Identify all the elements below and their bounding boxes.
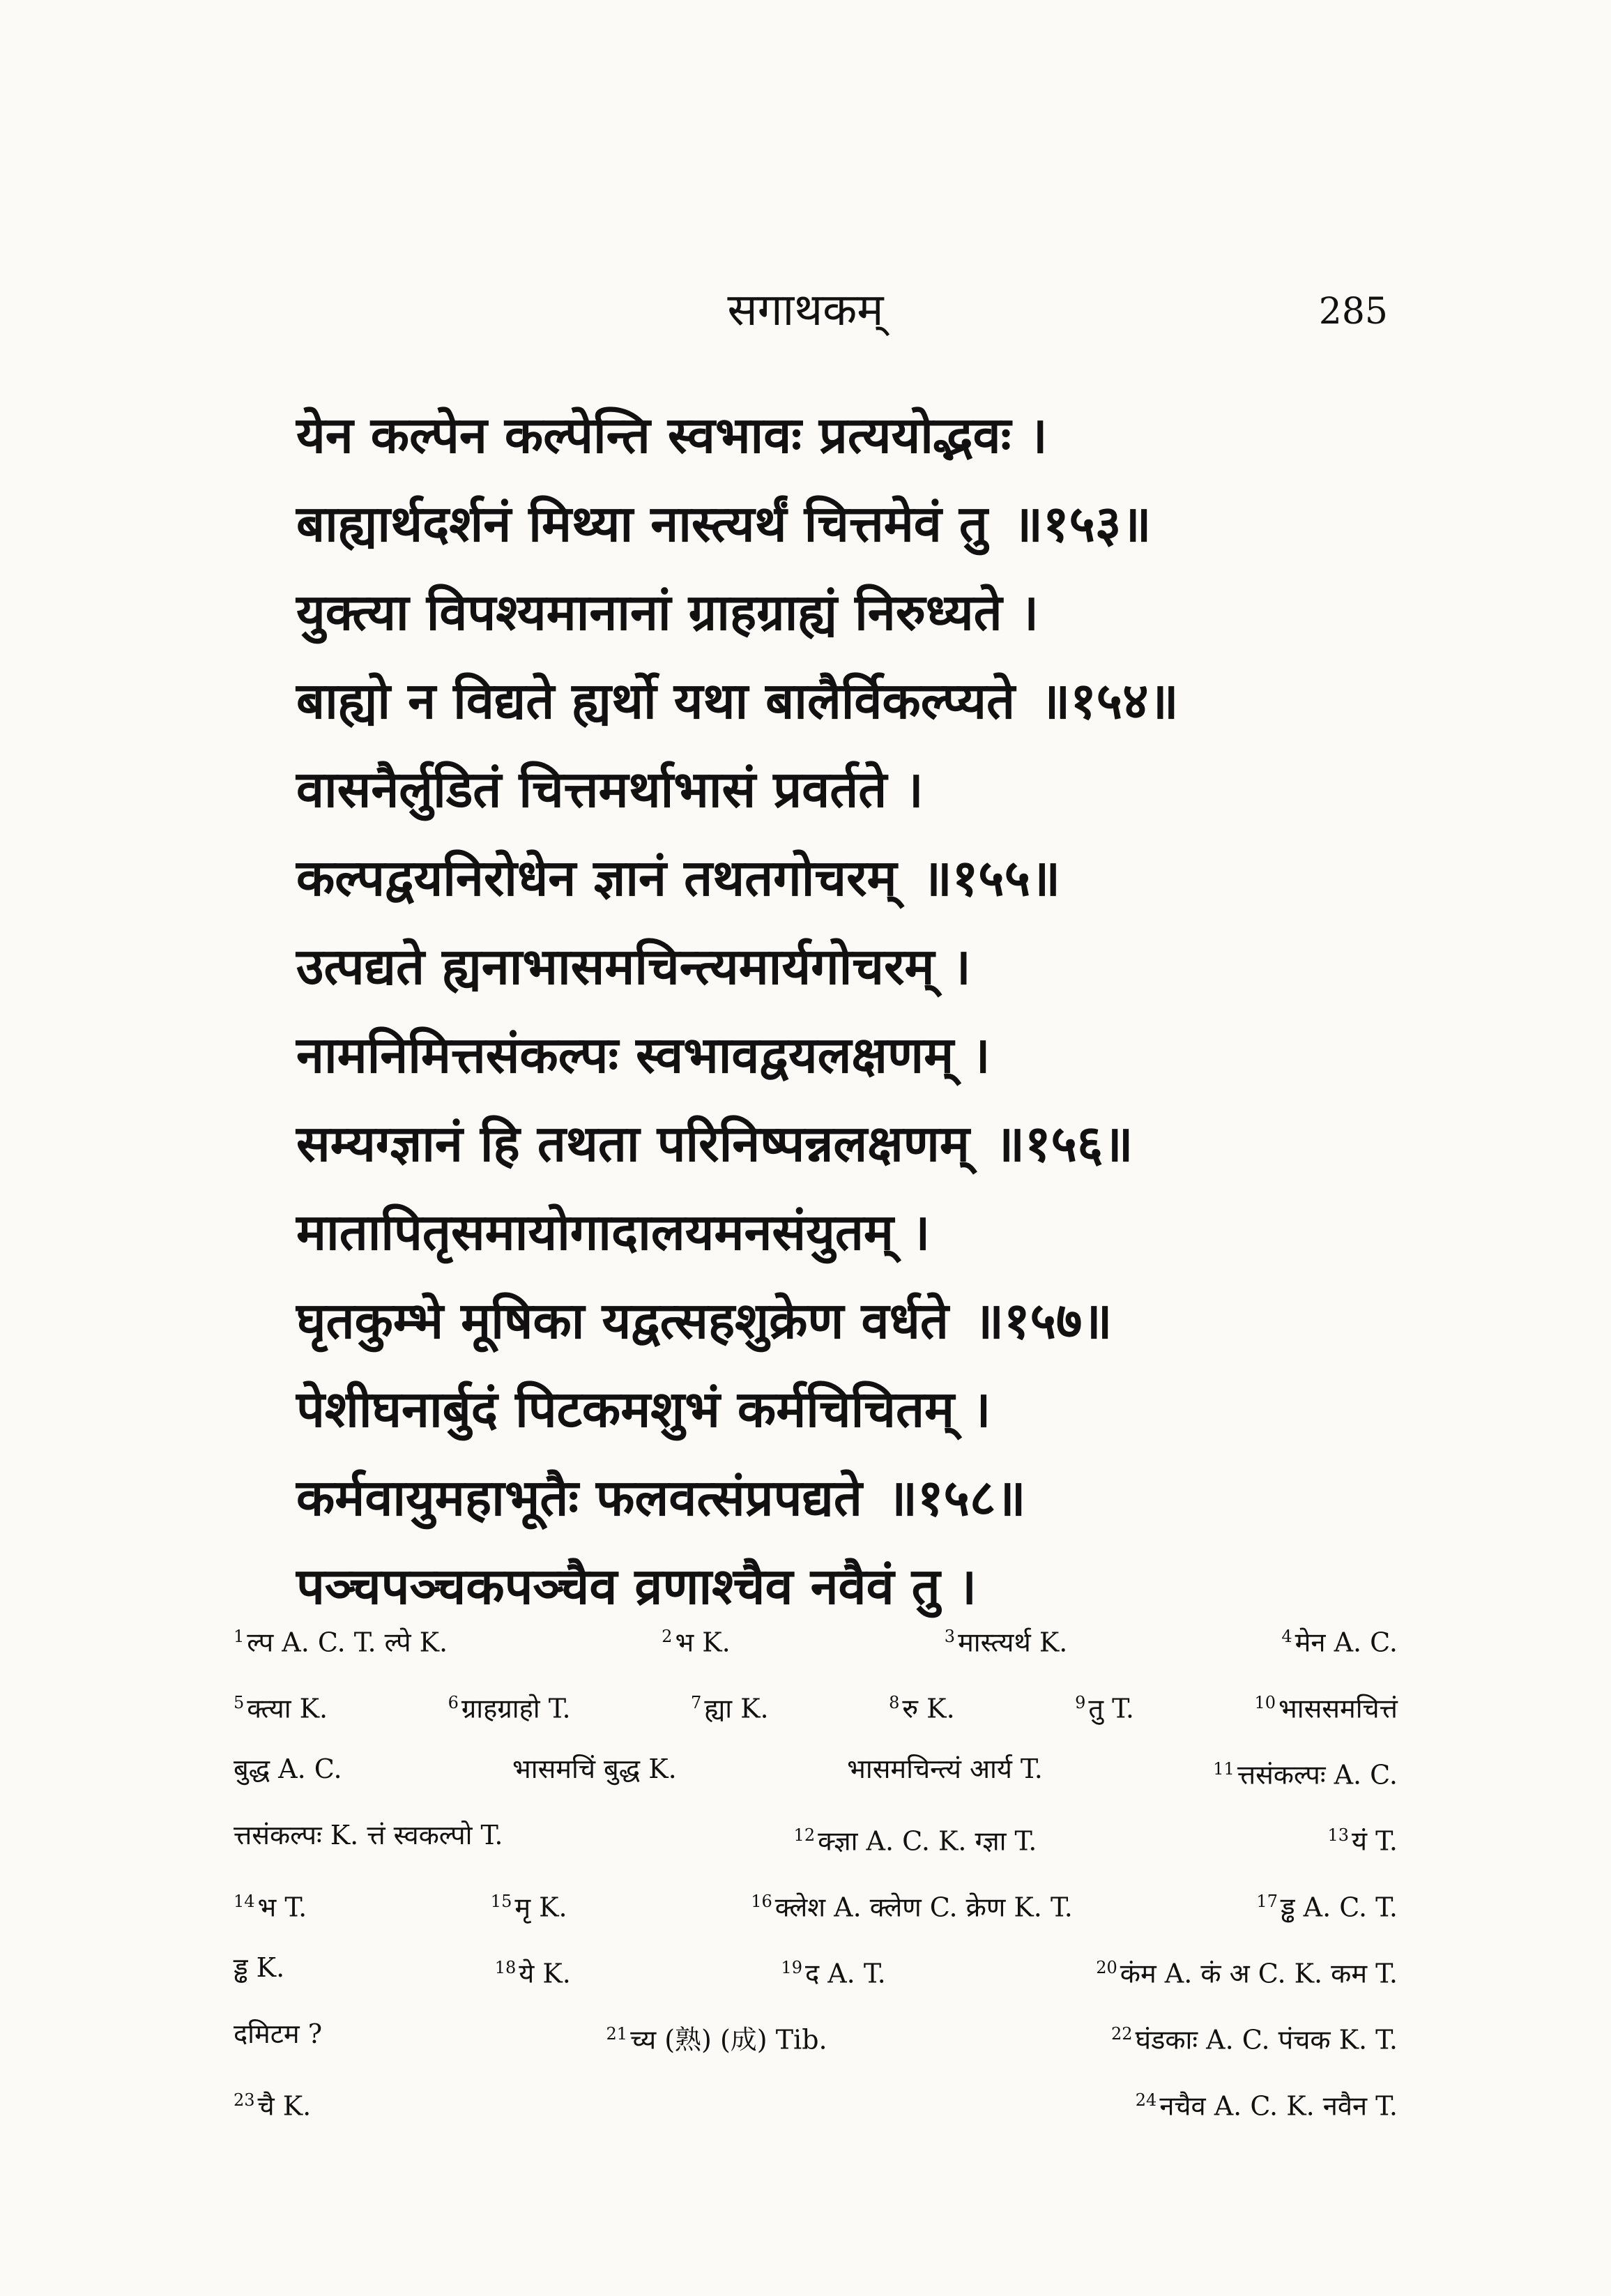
footnote-text: नचैव A. C. K. नवैन T. bbox=[1159, 2090, 1398, 2122]
verse-number: ॥१५४॥ bbox=[1040, 671, 1179, 730]
footnote-marker: 4 bbox=[1281, 1627, 1292, 1646]
verse-line bbox=[296, 833, 1412, 922]
footnote-marker: 15 bbox=[490, 1892, 512, 1911]
footnote-item bbox=[448, 1670, 571, 1736]
footnote-marker: 7 bbox=[691, 1693, 702, 1712]
footnote-text: यं T. bbox=[1352, 1825, 1398, 1857]
verse-number: ॥१५८॥ bbox=[887, 1468, 1026, 1527]
page-header bbox=[0, 275, 1611, 359]
footnote-line bbox=[234, 1802, 1398, 1869]
footnote-text: मेन A. C. bbox=[1295, 1627, 1398, 1658]
footnote-text: क्ज्ञा A. C. K. ग्ज्ञा T. bbox=[818, 1825, 1037, 1857]
verse-number: ॥१५५॥ bbox=[922, 848, 1061, 907]
footnote-text: बुद्ध A. C. bbox=[234, 1754, 342, 1784]
footnote-item bbox=[691, 1670, 769, 1736]
footnote-marker: 5 bbox=[234, 1693, 245, 1712]
verse-text: मातापितृसमायोगादालयमनसंयुतम् । bbox=[296, 1202, 931, 1261]
verse-text: कल्पद्वयनिरोधेन ज्ञानं तथतगोचरम् bbox=[296, 848, 897, 907]
footnote-item bbox=[1075, 1670, 1134, 1736]
footnote-marker: 24 bbox=[1135, 2090, 1157, 2110]
verse-line bbox=[296, 1453, 1412, 1542]
verse-text: बाह्यो न विद्यते ह्यर्थो यथा बालैर्विकल्प्यते bbox=[296, 671, 1016, 730]
verse-text: नामनिमित्तसंकल्पः स्वभावद्वयलक्षणम् । bbox=[296, 1025, 991, 1084]
footnote-text: भ K. bbox=[675, 1627, 731, 1658]
footnote-text: भासमचिन्त्यं आर्य T. bbox=[847, 1754, 1043, 1784]
verse-number: ॥१५३॥ bbox=[1012, 494, 1152, 553]
footnote-item bbox=[945, 1604, 1068, 1670]
page-number: 285 bbox=[1318, 291, 1388, 333]
footnote-marker: 17 bbox=[1256, 1892, 1278, 1911]
verse-text: उत्पद्यते ह्यनाभासमचिन्त्यमार्यगोचरम् । bbox=[296, 936, 971, 996]
footnote-text: ग्राहग्राहो T. bbox=[461, 1693, 571, 1724]
footnote-marker: 3 bbox=[944, 1627, 956, 1646]
footnote-text: दमिटम ? bbox=[234, 2018, 323, 2049]
verse-line bbox=[296, 1187, 1412, 1276]
footnote-text: भासमचिं बुद्ध K. bbox=[512, 1754, 677, 1784]
footnote-marker: 2 bbox=[662, 1627, 673, 1646]
footnote-line bbox=[234, 1869, 1398, 1935]
running-title: सगाथकम् bbox=[727, 284, 884, 336]
footnote-line bbox=[234, 1935, 1398, 2001]
footnote-marker: 13 bbox=[1327, 1825, 1350, 1845]
footnote-text: मास्त्यर्थ K. bbox=[958, 1627, 1068, 1658]
footnote-item bbox=[606, 2001, 827, 2067]
footnote-marker: 19 bbox=[781, 1958, 802, 1977]
footnote-text: ल्प A. C. T. ल्पे K. bbox=[247, 1627, 448, 1658]
footnote-item bbox=[794, 1802, 1037, 1869]
footnote-item bbox=[234, 1935, 284, 2001]
footnote-marker: 9 bbox=[1075, 1693, 1086, 1712]
footnote-item bbox=[234, 2001, 322, 2067]
verse-line bbox=[296, 479, 1412, 568]
footnote-marker: 14 bbox=[234, 1892, 255, 1911]
verse-text: युक्त्या विपश्यमानानां ग्राहग्राह्यं निरुध्यते । bbox=[296, 582, 1039, 641]
verse-line bbox=[296, 1276, 1412, 1364]
footnote-marker: 10 bbox=[1254, 1693, 1276, 1712]
footnote-item bbox=[234, 1802, 503, 1869]
verse-line bbox=[296, 1364, 1412, 1453]
verse-text: घृतकुम्भे मूषिका यद्वत्सहशुक्रेण वर्धते bbox=[296, 1291, 949, 1350]
verse-line bbox=[296, 656, 1412, 745]
footnote-item bbox=[234, 1670, 328, 1736]
verse-line bbox=[296, 745, 1412, 833]
footnote-text: रु K. bbox=[902, 1693, 955, 1724]
verse-line bbox=[296, 1010, 1412, 1099]
footnote-text: तु T. bbox=[1088, 1693, 1135, 1724]
footnote-marker: 11 bbox=[1213, 1759, 1235, 1779]
footnotes bbox=[234, 1604, 1398, 2134]
footnote-text: ड्ढ A. C. T. bbox=[1280, 1892, 1398, 1923]
footnote-text: भाससमचित्तं bbox=[1278, 1693, 1398, 1724]
footnote-line bbox=[234, 1736, 1398, 1802]
footnote-item bbox=[889, 1670, 955, 1736]
footnote-text: ये K. bbox=[519, 1958, 571, 1989]
verse-text: बाह्यार्थदर्शनं मिथ्या नास्त्यर्थं चित्तमेवं तु bbox=[296, 494, 988, 553]
footnote-marker: 22 bbox=[1111, 2024, 1133, 2044]
footnote-line bbox=[234, 2001, 1398, 2067]
footnote-item bbox=[847, 1736, 1043, 1802]
footnote-line bbox=[234, 1604, 1398, 1670]
verse-text: सम्यग्ज्ञानं हि तथता परिनिष्पन्नलक्षणम् bbox=[296, 1113, 970, 1173]
footnote-item bbox=[1256, 1869, 1398, 1935]
footnote-item bbox=[234, 2067, 311, 2134]
verse-text: वासनैर्लुडितं चित्तमर्थाभासं प्रवर्तते । bbox=[296, 759, 924, 819]
footnote-item bbox=[1255, 1670, 1398, 1736]
footnote-marker: 21 bbox=[606, 2024, 628, 2044]
footnote-item bbox=[781, 1935, 885, 2001]
verse-block bbox=[296, 390, 1412, 1630]
footnote-line bbox=[234, 2067, 1398, 2134]
footnote-item bbox=[491, 1869, 567, 1935]
footnote-marker: 8 bbox=[889, 1693, 900, 1712]
footnote-item bbox=[234, 1869, 307, 1935]
footnote-line bbox=[234, 1670, 1398, 1736]
footnote-text: ड्ढ K. bbox=[234, 1952, 285, 1983]
verse-line bbox=[296, 390, 1412, 479]
verse-text: कर्मवायुमहाभूतैः फलवत्संप्रपद्यते bbox=[296, 1468, 862, 1527]
verse-text: येन कल्पेन कल्पेन्ति स्वभावः प्रत्ययोद्भवः । bbox=[296, 405, 1048, 464]
verse-line bbox=[296, 922, 1412, 1010]
footnote-item bbox=[512, 1736, 677, 1802]
footnote-text: भ T. bbox=[257, 1892, 307, 1923]
footnote-item bbox=[1281, 1604, 1398, 1670]
verse-number: ॥१५६॥ bbox=[994, 1113, 1133, 1173]
footnote-marker: 18 bbox=[494, 1958, 517, 1977]
footnote-text: क्लेश A. क्लेण C. क्रेण K. T. bbox=[774, 1892, 1073, 1923]
footnote-marker: 12 bbox=[793, 1825, 816, 1845]
footnote-marker: 16 bbox=[751, 1892, 772, 1911]
verse-number: ॥१५७॥ bbox=[973, 1291, 1113, 1350]
footnote-item bbox=[1213, 1736, 1398, 1802]
footnote-item bbox=[751, 1869, 1073, 1935]
verse-text: पञ्चपञ्चकपञ्चैव व्रणाश्चैव नवैवं तु । bbox=[296, 1556, 977, 1615]
footnote-item bbox=[662, 1604, 731, 1670]
footnote-item bbox=[495, 1935, 571, 2001]
footnote-marker: 1 bbox=[234, 1627, 245, 1646]
verse-text: पेशीघनार्बुदं पिटकमशुभं कर्मचिचितम् । bbox=[296, 1379, 991, 1438]
verse-line bbox=[296, 1099, 1412, 1187]
footnote-text: क्त्या K. bbox=[247, 1693, 328, 1724]
footnote-marker: 6 bbox=[448, 1693, 459, 1712]
footnote-text: मृ K. bbox=[514, 1892, 567, 1923]
footnote-text: त्तसंकल्पः K. त्तं स्वकल्पो T. bbox=[234, 1820, 503, 1850]
footnote-item bbox=[1111, 2001, 1398, 2067]
footnote-text: घंडकाः A. C. पंचक K. T. bbox=[1135, 2024, 1398, 2055]
footnote-text: त्तसंकल्पः A. C. bbox=[1237, 1759, 1398, 1791]
footnote-marker: 23 bbox=[234, 2090, 255, 2110]
footnote-marker: 20 bbox=[1096, 1958, 1117, 1977]
footnote-item bbox=[1096, 1935, 1398, 2001]
verse-line bbox=[296, 568, 1412, 656]
footnote-text: च्य (熟) (成) Tib. bbox=[630, 2024, 827, 2055]
footnote-text: चै K. bbox=[257, 2090, 312, 2122]
footnote-text: ह्या K. bbox=[704, 1693, 769, 1724]
footnote-text: कंम A. कं अ C. K. कम T. bbox=[1120, 1958, 1398, 1989]
footnote-item bbox=[234, 1604, 448, 1670]
footnote-text: द A. T. bbox=[804, 1958, 886, 1989]
footnote-item bbox=[1327, 1802, 1398, 1869]
footnote-item bbox=[1136, 2067, 1398, 2134]
footnote-item bbox=[234, 1736, 342, 1802]
